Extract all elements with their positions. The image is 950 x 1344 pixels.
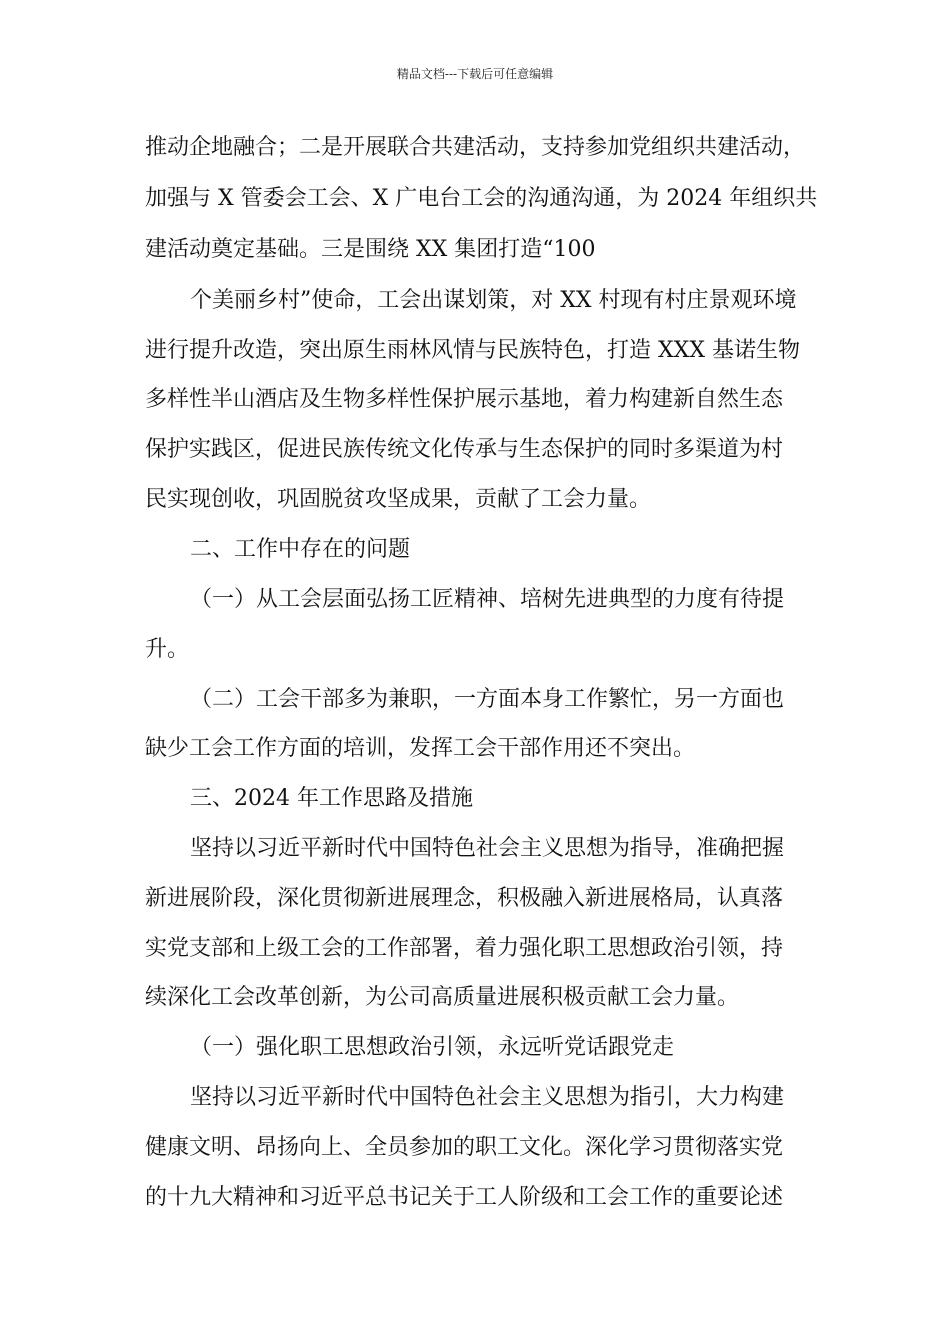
subsection-line: （一）从工会层面弘扬工匠精神、培树先进典型的力度有待提 xyxy=(190,587,785,612)
body-line: 加强与 X 管委会工会、X 广电台工会的沟通沟通，为 2024 年组织共 xyxy=(145,186,818,211)
body-line: 保护实践区，促进民族传统文化传承与生态保护的同时多渠道为村 xyxy=(145,437,784,462)
body-line: 新进展阶段，深化贯彻新进展理念，积极融入新进展格局，认真落 xyxy=(145,886,784,911)
subsection-heading: （一）强化职工思想政治引领，永远听党话跟党走 xyxy=(190,1035,675,1060)
body-line: 健康文明、昂扬向上、全员参加的职工文化。深化学习贯彻落实党 xyxy=(145,1135,784,1160)
body-line: 推动企地融合；二是开展联合共建活动，支持参加党组织共建活动， xyxy=(145,135,806,160)
body-line: 民实现创收，巩固脱贫攻坚成果，贡献了工会力量。 xyxy=(145,487,652,512)
body-line: 进行提升改造，突出原生雨林风情与民族特色，打造 XXX 基诺生物 xyxy=(145,338,800,363)
body-line: 实党支部和上级工会的工作部署，着力强化职工思想政治引领，持 xyxy=(145,936,784,961)
body-line: 坚持以习近平新时代中国特色社会主义思想为指导，准确把握 xyxy=(190,836,785,861)
body-line: 多样性半山酒店及生物多样性保护展示基地，着力构建新自然生态 xyxy=(145,387,784,412)
body-line: 个美丽乡村”使命，工会出谋划策，对 XX 村现有村庄景观环境 xyxy=(190,288,797,313)
subsection-line: （二）工会干部多为兼职，一方面本身工作繁忙，另一方面也 xyxy=(190,687,785,712)
body-line: 坚持以习近平新时代中国特色社会主义思想为指引，大力构建 xyxy=(190,1085,785,1110)
body-line: 建活动奠定基础。三是围绕 XX 集团打造“100 xyxy=(145,237,596,262)
section-heading: 三、2024 年工作思路及措施 xyxy=(190,786,473,811)
section-heading: 二、工作中存在的问题 xyxy=(190,537,411,562)
body-line: 缺少工会工作方面的培训，发挥工会干部作用还不突出。 xyxy=(145,736,696,761)
body-line: 升。 xyxy=(145,637,190,662)
body-line: 的十九大精神和习近平总书记关于工人阶级和工会工作的重要论述 xyxy=(145,1185,784,1210)
body-line: 续深化工会改革创新，为公司高质量进展积极贡献工会力量。 xyxy=(145,985,740,1010)
page-header: 精品文档---下载后可任意编辑 xyxy=(396,67,554,81)
